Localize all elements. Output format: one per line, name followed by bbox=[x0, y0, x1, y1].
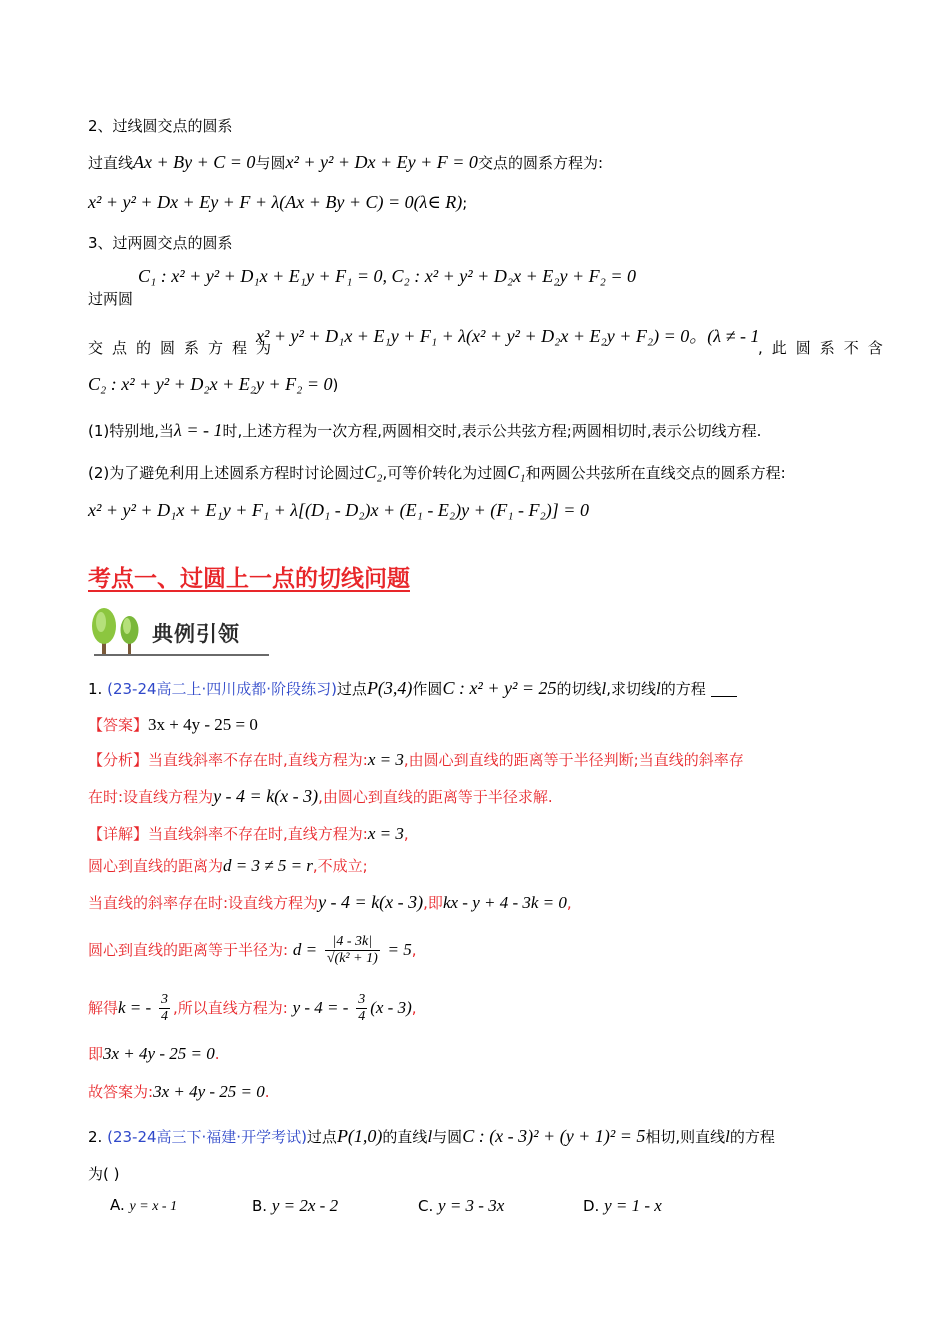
note-2-text: ,可等价转化为过圆 bbox=[382, 464, 508, 482]
line-l: l bbox=[427, 1127, 433, 1146]
question-text: 与圆 bbox=[432, 1128, 463, 1146]
detail-eq: y - 4 = k(x - 3) bbox=[318, 892, 424, 912]
question-text: 相切,则直线 bbox=[645, 1128, 726, 1146]
analysis-eq: x = 3 bbox=[367, 750, 404, 769]
section-2-family bbox=[88, 192, 467, 213]
detail-line-5 bbox=[88, 990, 417, 1026]
circle-c: C : x² + y² = 25 bbox=[442, 678, 557, 698]
intro-text: 交点的圆系方程为: bbox=[477, 154, 603, 172]
option-value: y = x - 1 bbox=[129, 1199, 178, 1214]
tree-icon bbox=[88, 604, 152, 658]
analysis-text: ,由圆心到直线的距离等于半径判断;当直线的斜率存 bbox=[403, 751, 744, 769]
c2-label: C₂ bbox=[364, 462, 383, 482]
question-2 bbox=[88, 1126, 775, 1147]
family-equation-2: x² + y² + D₁x + E₁y + F₁ + λ(x² + y² + D₂x + E₂y + F₂) = 0。(λ ≠ - 1 bbox=[256, 326, 760, 346]
detail-line-1 bbox=[88, 824, 409, 844]
example-banner bbox=[88, 604, 272, 658]
detail-text: , bbox=[403, 825, 409, 843]
line-equation: Ax + By + C = 0 bbox=[133, 152, 256, 172]
point-p: P(3,4) bbox=[366, 678, 413, 698]
analysis-label: 【分析】 bbox=[88, 751, 149, 769]
detail-eq: = 5 bbox=[387, 940, 412, 959]
slope-fraction bbox=[159, 992, 170, 1025]
analysis-eq: y - 4 = k(x - 3) bbox=[213, 786, 319, 806]
section-2-title: 2、过线圆交点的圆系 bbox=[88, 117, 233, 135]
section-3-tail bbox=[758, 338, 892, 358]
detail-eq: x = 3 bbox=[367, 824, 404, 843]
detail-text: ,即 bbox=[423, 894, 443, 912]
option-label: B. bbox=[252, 1197, 268, 1215]
question-text: 过点 bbox=[306, 1128, 337, 1146]
detail-line-4 bbox=[88, 932, 417, 968]
option-c[interactable] bbox=[418, 1196, 504, 1216]
option-label: C. bbox=[418, 1197, 434, 1215]
detail-text: 即 bbox=[88, 1045, 104, 1063]
analysis-line-2 bbox=[88, 786, 553, 807]
detail-text: ,不成立; bbox=[312, 857, 368, 875]
c2-equation: C₂ : x² + y² + D₂x + E₂y + F₂ = 0 bbox=[88, 374, 333, 394]
detail-line-6 bbox=[88, 1044, 220, 1064]
question-text: 的直线 bbox=[382, 1128, 428, 1146]
question-text: ,求切线 bbox=[606, 680, 657, 698]
detail-text: . bbox=[264, 1083, 270, 1101]
fraction-denominator: 4 bbox=[160, 1009, 168, 1024]
fraction-numerator: 3 bbox=[358, 992, 366, 1007]
detail-eq: 3x + 4y - 25 = 0 bbox=[153, 1082, 265, 1101]
detail-line-7 bbox=[88, 1082, 270, 1102]
fraction-denominator: 4 bbox=[358, 1009, 366, 1024]
line-l: l bbox=[601, 679, 607, 698]
detail-text: 圆心到直线的距离为 bbox=[88, 857, 224, 875]
detail-text: 当直线斜率不存在时,直线方程为: bbox=[148, 825, 368, 843]
detail-eq: k = - bbox=[118, 998, 152, 1017]
intro-text: 过直线 bbox=[88, 154, 134, 172]
question-text: 的方程 bbox=[660, 680, 706, 698]
question-1 bbox=[88, 678, 737, 699]
line-l: l bbox=[725, 1127, 730, 1146]
option-d[interactable] bbox=[583, 1196, 662, 1216]
section-3-title: 3、过两圆交点的圆系 bbox=[88, 234, 233, 252]
detail-text: ,所以直线方程为: bbox=[172, 999, 288, 1017]
detail-eq: kx - y + 4 - 3k = 0 bbox=[442, 893, 567, 912]
lambda-eq: λ = - 1 bbox=[174, 420, 223, 440]
detail-text: . bbox=[214, 1045, 220, 1063]
circle-equation: x² + y² + Dx + Ey + F = 0 bbox=[285, 152, 478, 172]
option-label: A. bbox=[110, 1196, 125, 1214]
note-2-text: (2)为了避免利用上述圆系方程时讨论圆过 bbox=[88, 464, 365, 482]
answer-line bbox=[88, 715, 258, 735]
note-2-text: 和两圆公共弦所在直线交点的圆系方程: bbox=[525, 464, 786, 482]
fraction-numerator: 3 bbox=[160, 992, 168, 1007]
circle-c: C : (x - 3)² + (y + 1)² = 5 bbox=[462, 1126, 646, 1146]
close-paren: ) bbox=[332, 376, 339, 394]
analysis-line-1 bbox=[88, 750, 744, 770]
fraction-denominator: √(k² + 1) bbox=[326, 951, 378, 966]
answer-label: 【答案】 bbox=[88, 716, 149, 734]
circles-equation: C₁ : x² + y² + D₁x + E₁y + F₁ = 0, C₂ : x² + y² + D₂x + E₂y + F₂ = 0 bbox=[138, 266, 637, 286]
c2-exclusion bbox=[88, 374, 338, 395]
question-text: 的切线 bbox=[556, 680, 602, 698]
question-2-cont: 为( ) bbox=[88, 1165, 120, 1183]
option-b[interactable] bbox=[252, 1196, 338, 1216]
detail-text: 圆心到直线的距离等于半径为: bbox=[88, 941, 289, 959]
detail-eq: 3x + 4y - 25 = 0 bbox=[103, 1044, 215, 1063]
section-2-intro bbox=[88, 152, 603, 173]
detail-text: , bbox=[411, 941, 417, 959]
detail-eq: y - 4 = - bbox=[292, 998, 349, 1017]
detail-eq: (x - 3) bbox=[370, 998, 412, 1017]
analysis-text: 当直线斜率不存在时,直线方程为: bbox=[148, 751, 368, 769]
detail-eq: d = bbox=[292, 940, 318, 959]
note-1-text: (1)特别地,当 bbox=[88, 422, 175, 440]
option-value: y = 3 - 3x bbox=[438, 1196, 505, 1215]
detail-line-2 bbox=[88, 856, 368, 876]
note-2 bbox=[88, 462, 786, 483]
family-equation: x² + y² + Dx + Ey + F + λ(Ax + By + C) = 0(λ∈ R) bbox=[88, 192, 463, 212]
question-text: 过点 bbox=[336, 680, 367, 698]
option-value: y = 1 - x bbox=[604, 1196, 662, 1215]
analysis-text: 在时:设直线方程为 bbox=[88, 788, 214, 806]
question-number: 2. bbox=[88, 1128, 103, 1146]
question-text: 的方程 bbox=[729, 1128, 775, 1146]
option-label: D. bbox=[583, 1197, 600, 1215]
question-source: (23-24高二上·四川成都·阶段练习) bbox=[107, 680, 337, 698]
detail-text: 解得 bbox=[88, 999, 119, 1017]
note-1 bbox=[88, 420, 761, 441]
analysis-text: ,由圆心到直线的距离等于半径求解. bbox=[318, 788, 553, 806]
detail-label: 【详解】 bbox=[88, 825, 149, 843]
question-number: 1. bbox=[88, 680, 103, 698]
detail-line-3 bbox=[88, 892, 572, 913]
detail-text: 故答案为: bbox=[88, 1083, 154, 1101]
family-label: 交点的圆系方程为 bbox=[88, 339, 281, 357]
intro-text: 与圆 bbox=[255, 154, 286, 172]
line-l: l bbox=[656, 679, 661, 698]
c1-label: C₁ bbox=[507, 462, 526, 482]
detail-eq: d = 3 ≠ 5 = r bbox=[223, 856, 313, 875]
note-2-equation bbox=[88, 500, 589, 521]
question-text: 作圆 bbox=[412, 680, 443, 698]
banner-title: 典例引领 bbox=[152, 622, 240, 646]
common-chord-family-eq: x² + y² + D₁x + E₁y + F₁ + λ[(D₁ - D₂)x + (E₁ - E₂)y + (F₁ - F₂)] = 0 bbox=[88, 500, 589, 520]
through-two-circles: 过两圆 bbox=[88, 290, 134, 308]
note-1-text: 时,上述方程为一次方程,两圆相交时,表示公共弦方程;两圆相切时,表示公切线方程. bbox=[222, 422, 762, 440]
slope-fraction bbox=[356, 992, 367, 1025]
section-3-family-eq bbox=[256, 326, 759, 347]
detail-text: , bbox=[566, 894, 572, 912]
banner-divider bbox=[94, 654, 269, 656]
detail-text: , bbox=[411, 999, 417, 1017]
option-a[interactable] bbox=[110, 1196, 177, 1215]
distance-fraction bbox=[325, 934, 380, 967]
punctuation: ; bbox=[462, 194, 468, 212]
point-p: P(1,0) bbox=[336, 1126, 383, 1146]
option-value: y = 2x - 2 bbox=[271, 1196, 339, 1215]
detail-text: 当直线的斜率存在时:设直线方程为 bbox=[88, 894, 319, 912]
tail-text: ,此圆系不含 bbox=[758, 339, 892, 357]
two-circles-equation bbox=[138, 266, 636, 287]
question-source: (23-24高三下·福建·开学考试) bbox=[107, 1128, 307, 1146]
section-heading: 考点一、过圆上一点的切线问题 bbox=[88, 566, 410, 592]
answer-blank bbox=[711, 682, 737, 697]
fraction-numerator: |4 - 3k| bbox=[325, 934, 380, 951]
answer-value: 3x + 4y - 25 = 0 bbox=[148, 715, 258, 734]
section-3-family bbox=[88, 338, 280, 358]
